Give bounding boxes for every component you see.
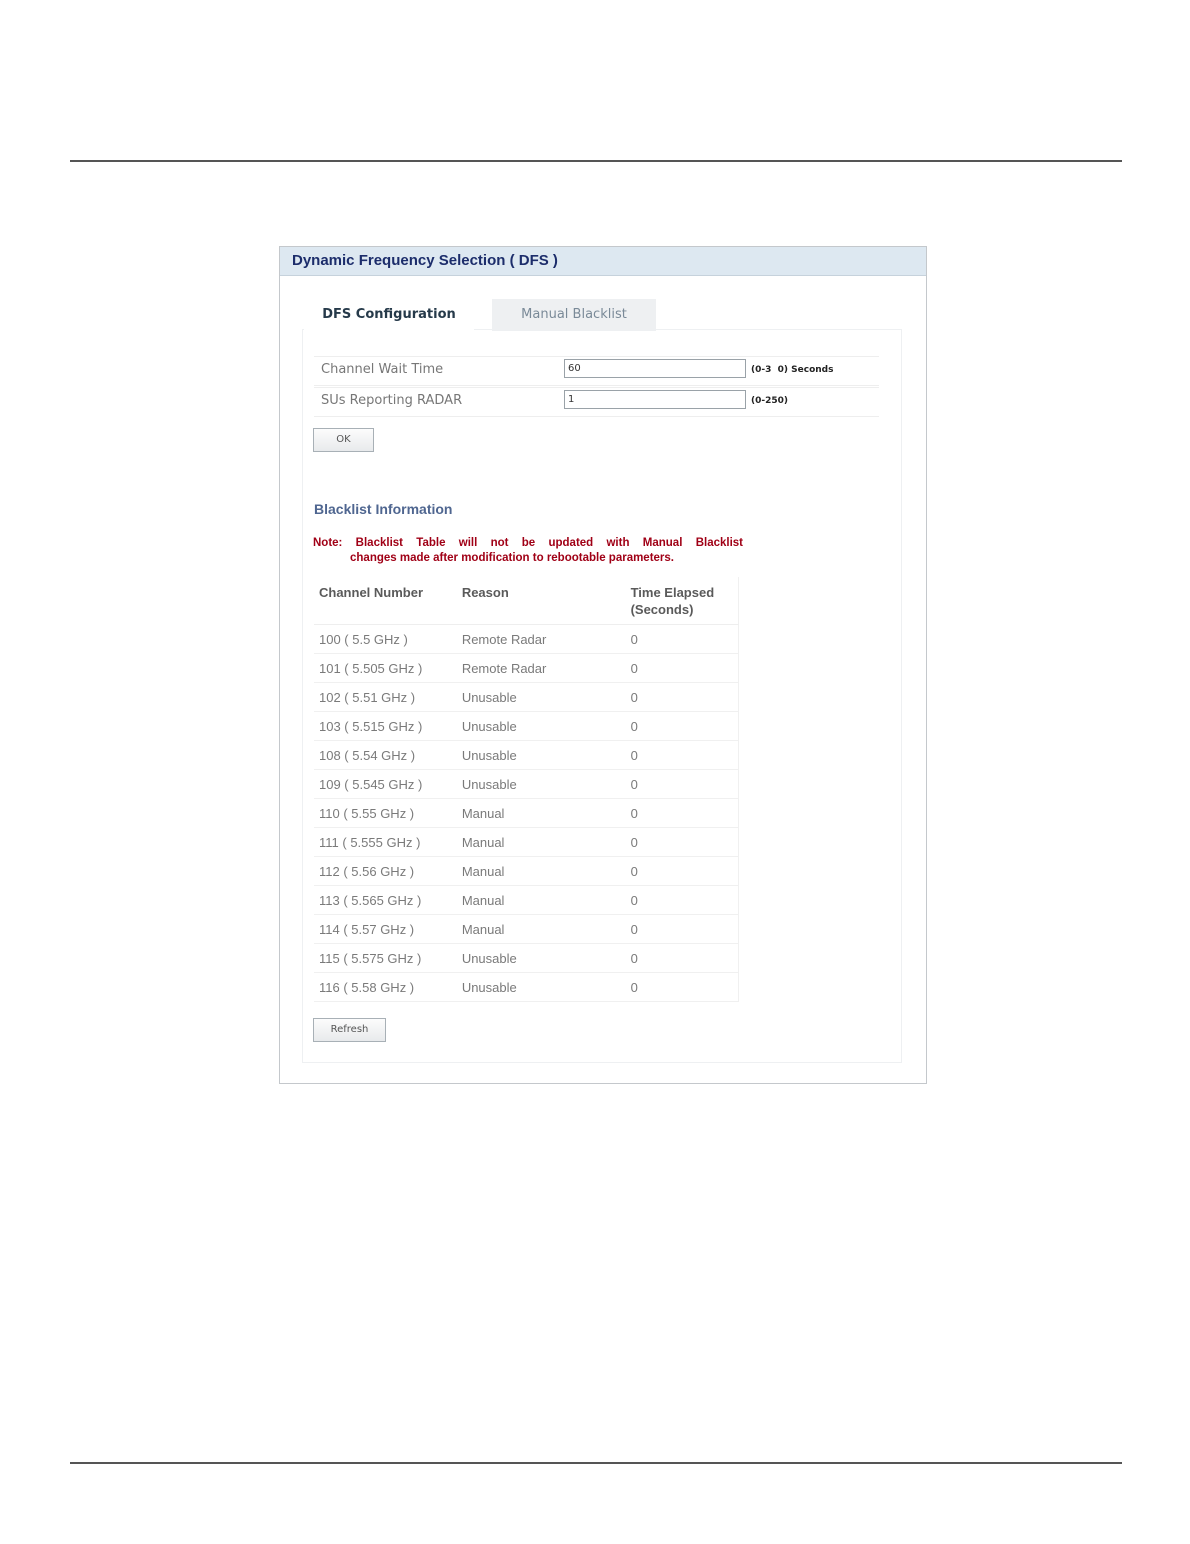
reason-cell: Unusable (457, 712, 626, 741)
elapsed-cell: 0 (626, 857, 739, 886)
channel-wait-time-range: (0-3 0) Seconds (751, 365, 834, 375)
header-time-elapsed: Time Elapsed (Seconds) (626, 577, 739, 625)
table-row (314, 944, 739, 973)
elapsed-cell: 0 (626, 654, 739, 683)
sus-reporting-radar-input[interactable] (564, 390, 746, 409)
tab-dfs-configuration[interactable]: DFS Configuration (304, 299, 474, 331)
reason-cell: Unusable (457, 770, 626, 799)
elapsed-cell: 0 (626, 683, 739, 712)
note-line-1: Note: Blacklist Table will not be updated with Manual Blacklist (313, 537, 743, 549)
channel-cell: 110 ( 5.55 GHz ) (314, 799, 457, 828)
channel-cell: 111 ( 5.555 GHz ) (314, 828, 457, 857)
table-row (314, 712, 739, 741)
channel-wait-time-input[interactable] (564, 359, 746, 378)
channel-cell: 109 ( 5.545 GHz ) (314, 770, 457, 799)
blacklist-note (313, 536, 743, 566)
elapsed-cell: 0 (626, 944, 739, 973)
channel-cell: 116 ( 5.58 GHz ) (314, 973, 457, 1002)
refresh-button[interactable]: Refresh (313, 1018, 386, 1042)
reason-cell: Unusable (457, 741, 626, 770)
elapsed-cell: 0 (626, 886, 739, 915)
page-top-rule (70, 160, 1122, 162)
elapsed-cell: 0 (626, 770, 739, 799)
reason-cell: Manual (457, 799, 626, 828)
table-row (314, 799, 739, 828)
elapsed-cell: 0 (626, 741, 739, 770)
sus-reporting-radar-label: SUs Reporting RADAR (321, 393, 463, 408)
elapsed-cell: 0 (626, 915, 739, 944)
elapsed-cell: 0 (626, 799, 739, 828)
panel-title: Dynamic Frequency Selection ( DFS ) (280, 247, 926, 276)
reason-cell: Unusable (457, 973, 626, 1002)
channel-cell: 101 ( 5.505 GHz ) (314, 654, 457, 683)
table-row (314, 770, 739, 799)
channel-cell: 102 ( 5.51 GHz ) (314, 683, 457, 712)
sus-reporting-radar-row (314, 387, 879, 417)
blacklist-table (314, 577, 739, 1002)
sus-reporting-radar-range: (0-250) (751, 396, 789, 406)
channel-cell: 115 ( 5.575 GHz ) (314, 944, 457, 973)
elapsed-cell: 0 (626, 973, 739, 1002)
reason-cell: Remote Radar (457, 625, 626, 654)
reason-cell: Remote Radar (457, 654, 626, 683)
table-row (314, 683, 739, 712)
channel-cell: 112 ( 5.56 GHz ) (314, 857, 457, 886)
header-reason: Reason (457, 577, 626, 625)
channel-wait-time-row (314, 356, 879, 386)
table-header-row (314, 577, 739, 625)
ok-button[interactable]: OK (313, 428, 374, 452)
elapsed-cell: 0 (626, 828, 739, 857)
reason-cell: Manual (457, 828, 626, 857)
table-row (314, 973, 739, 1002)
table-row (314, 625, 739, 654)
table-row (314, 886, 739, 915)
dfs-panel (279, 246, 927, 1084)
reason-cell: Unusable (457, 944, 626, 973)
page-bottom-rule (70, 1462, 1122, 1464)
reason-cell: Unusable (457, 683, 626, 712)
channel-cell: 103 ( 5.515 GHz ) (314, 712, 457, 741)
elapsed-cell: 0 (626, 712, 739, 741)
reason-cell: Manual (457, 915, 626, 944)
table-row (314, 915, 739, 944)
channel-wait-time-label: Channel Wait Time (321, 362, 444, 377)
note-line-2: changes made after modification to rebootable parameters. (350, 552, 674, 564)
channel-cell: 113 ( 5.565 GHz ) (314, 886, 457, 915)
table-row (314, 857, 739, 886)
elapsed-cell: 0 (626, 625, 739, 654)
channel-cell: 108 ( 5.54 GHz ) (314, 741, 457, 770)
channel-cell: 100 ( 5.5 GHz ) (314, 625, 457, 654)
channel-cell: 114 ( 5.57 GHz ) (314, 915, 457, 944)
table-row (314, 741, 739, 770)
reason-cell: Manual (457, 886, 626, 915)
table-row (314, 828, 739, 857)
table-row (314, 654, 739, 683)
blacklist-information-title: Blacklist Information (314, 501, 453, 517)
tab-manual-blacklist[interactable]: Manual Blacklist (492, 299, 656, 331)
header-channel-number: Channel Number (314, 577, 457, 625)
reason-cell: Manual (457, 857, 626, 886)
